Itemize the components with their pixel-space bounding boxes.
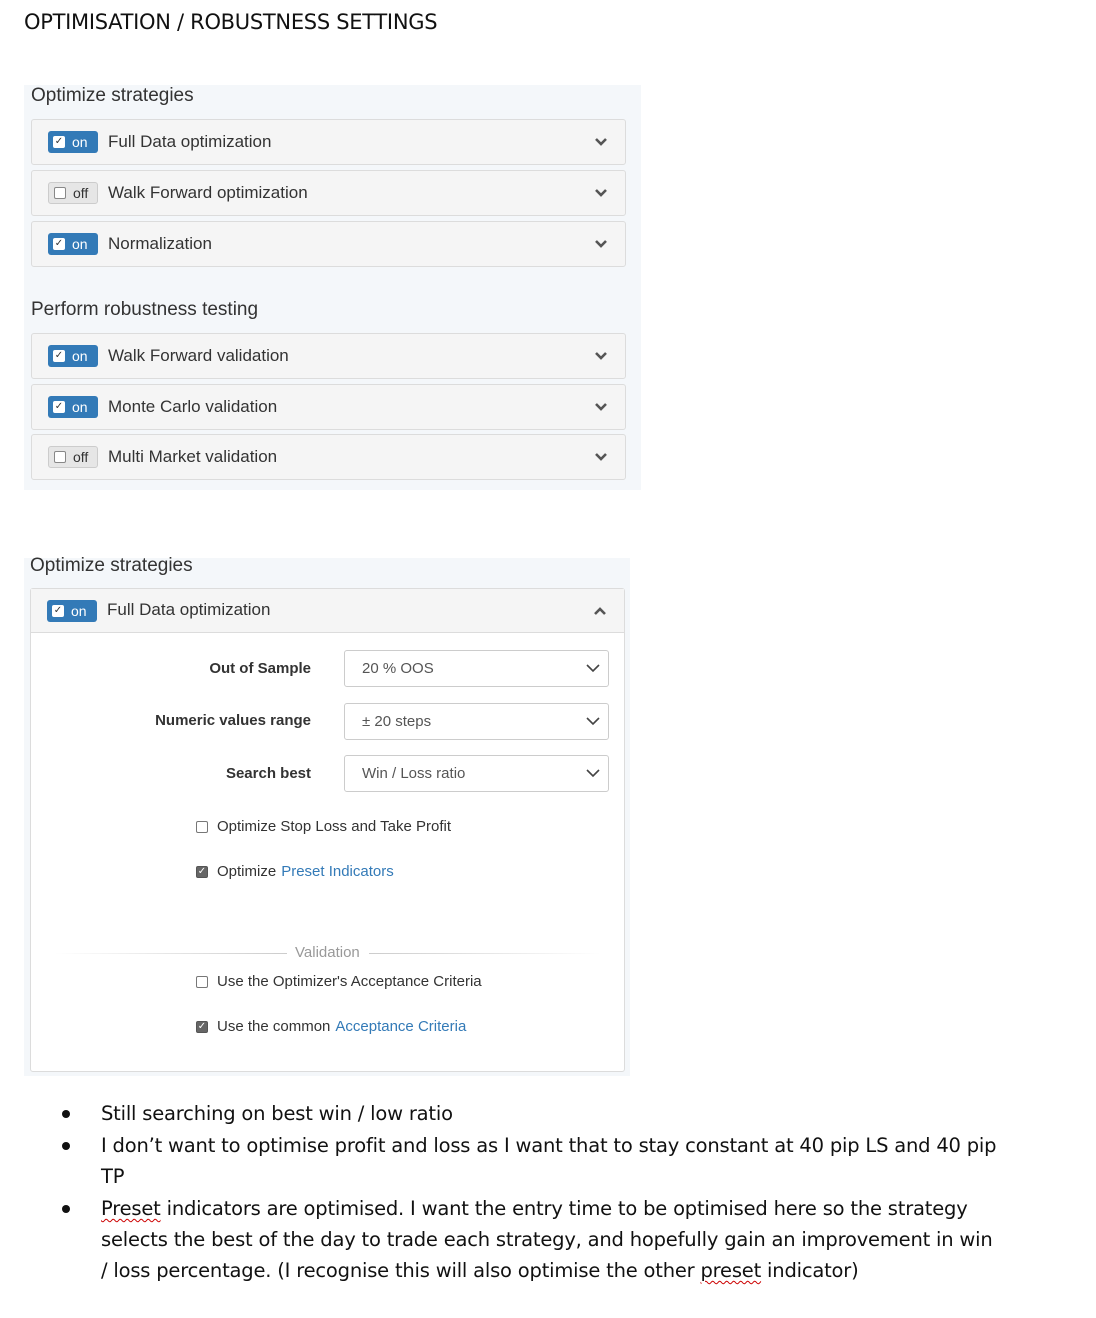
settings-panel-expanded <box>24 555 630 1076</box>
chevron-up-icon[interactable] <box>593 605 607 617</box>
bullet-icon <box>62 1142 70 1150</box>
toggle-multi-market-validation[interactable]: off <box>48 446 98 468</box>
checkbox-empty-icon <box>54 187 66 199</box>
row-label: Normalization <box>108 234 212 253</box>
checkbox-unchecked-icon[interactable] <box>196 821 208 833</box>
numeric-values-range-label: Numeric values range <box>155 712 311 729</box>
toggle-walk-forward-validation[interactable]: ✓ on <box>48 345 98 367</box>
row-label: Full Data optimization <box>108 132 272 151</box>
row-walk-forward-validation[interactable] <box>31 333 626 379</box>
checkbox-unchecked-icon[interactable] <box>196 976 208 988</box>
list-item: Preset indicators are optimised. I want the entry time to be optimised here so the strategy selects the best of the day to trade each strategy, and hopefully gain an improvement in win / loss percentage. (I recognise this will also optimise the other preset indicator) <box>60 1193 1020 1286</box>
settings-panel-overview <box>24 85 641 490</box>
check-icon: ✓ <box>54 238 64 249</box>
row-walk-forward-optimization[interactable] <box>31 170 626 216</box>
use-common-criteria-checkbox-row[interactable]: ✓ Use the common Acceptance Criteria <box>197 1018 467 1035</box>
numeric-values-range-select[interactable]: ± 20 steps <box>344 703 609 740</box>
out-of-sample-label: Out of Sample <box>209 660 311 677</box>
optimize-strategies-title: Optimize strategies <box>30 555 193 576</box>
chevron-down-icon <box>586 663 600 673</box>
check-icon: ✓ <box>54 401 64 412</box>
document-title: OPTIMISATION / ROBUSTNESS SETTINGS <box>24 10 438 34</box>
check-icon: ✓ <box>54 350 64 361</box>
toggle-full-data-optimization[interactable]: ✓ on <box>47 600 97 622</box>
chevron-down-icon <box>586 768 600 778</box>
chevron-down-icon <box>586 716 600 726</box>
checkbox-empty-icon <box>54 451 66 463</box>
optimize-sl-tp-checkbox-row[interactable]: Optimize Stop Loss and Take Profit <box>196 818 451 835</box>
toggle-walk-forward-optimization[interactable]: off <box>48 182 98 204</box>
preset-indicators-link[interactable]: Preset Indicators <box>281 863 394 880</box>
chevron-down-icon[interactable] <box>594 238 608 250</box>
row-label: Walk Forward optimization <box>108 183 308 202</box>
row-label: Walk Forward validation <box>108 346 289 365</box>
row-label: Monte Carlo validation <box>108 397 278 416</box>
robustness-testing-title: Perform robustness testing <box>31 299 259 320</box>
use-optimizer-criteria-checkbox-row[interactable]: Use the Optimizer's Acceptance Criteria <box>196 973 482 990</box>
toggle-normalization[interactable]: ✓ on <box>48 233 98 255</box>
bullet-icon <box>62 1110 70 1118</box>
chevron-down-icon[interactable] <box>594 350 608 362</box>
full-data-optimization-header[interactable] <box>31 589 624 633</box>
row-normalization[interactable] <box>31 221 626 267</box>
search-best-select[interactable]: Win / Loss ratio <box>344 755 609 792</box>
notes-list <box>60 1098 1020 1287</box>
chevron-down-icon[interactable] <box>594 401 608 413</box>
search-best-label: Search best <box>225 765 311 782</box>
chevron-down-icon[interactable] <box>594 451 608 463</box>
toggle-full-data-optimization[interactable]: ✓ on <box>48 131 98 153</box>
row-label: Full Data optimization <box>107 600 271 619</box>
acceptance-criteria-link[interactable]: Acceptance Criteria <box>335 1018 467 1035</box>
check-icon: ✓ <box>54 136 64 147</box>
divider-line-right <box>369 953 601 954</box>
list-item: I don’t want to optimise profit and loss as I want that to stay constant at 40 pip LS and 40 pip TP <box>60 1130 1020 1192</box>
checkbox-checked-icon[interactable]: ✓ <box>197 866 207 877</box>
validation-divider-label: Validation <box>295 944 360 961</box>
row-label: Multi Market validation <box>108 447 278 466</box>
optimize-preset-indicators-checkbox-row[interactable]: ✓ Optimize Preset Indicators <box>197 863 394 880</box>
full-data-optimization-card <box>30 588 625 1072</box>
row-monte-carlo-validation[interactable] <box>31 384 626 430</box>
divider-line-left <box>55 953 287 954</box>
chevron-down-icon[interactable] <box>594 187 608 199</box>
row-multi-market-validation[interactable] <box>31 434 626 480</box>
row-full-data-optimization[interactable] <box>31 119 626 165</box>
checkbox-checked-icon[interactable]: ✓ <box>197 1021 207 1032</box>
bullet-icon <box>62 1205 70 1213</box>
check-icon: ✓ <box>53 605 63 616</box>
toggle-monte-carlo-validation[interactable]: ✓ on <box>48 396 98 418</box>
out-of-sample-select[interactable]: 20 % OOS <box>344 650 609 687</box>
optimize-strategies-title: Optimize strategies <box>31 85 194 106</box>
chevron-down-icon[interactable] <box>594 136 608 148</box>
list-item: Still searching on best win / low ratio <box>60 1098 1020 1129</box>
